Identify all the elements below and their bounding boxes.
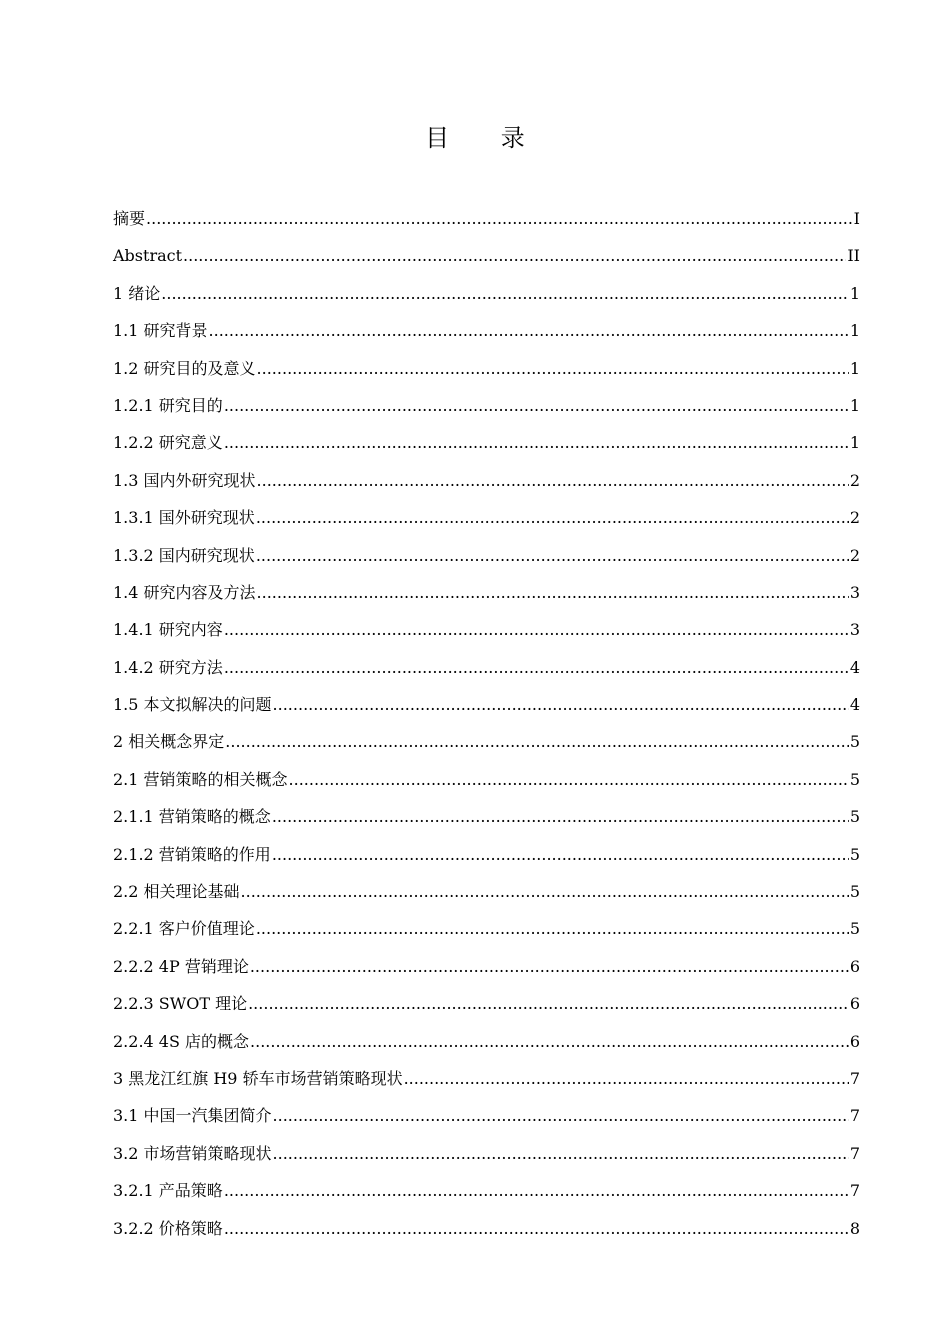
toc-entry-label: 1.3.1 国外研究现状 — [113, 508, 255, 528]
toc-entry[interactable] — [113, 350, 860, 387]
dot-leader — [273, 1135, 849, 1172]
toc-entry-page-number: 2 — [849, 508, 860, 528]
toc-entry[interactable] — [113, 499, 860, 536]
toc-entry-page-number: 6 — [849, 994, 860, 1014]
toc-entry-label: 3.2 市场营销策略现状 — [113, 1143, 272, 1163]
dot-leader — [257, 574, 849, 611]
dot-leader — [241, 873, 849, 910]
toc-entry-label: 2 相关概念界定 — [113, 732, 225, 752]
toc-entry-label: 1.2.2 研究意义 — [113, 433, 223, 453]
toc-entry-page-number: 3 — [849, 620, 860, 640]
toc-entry[interactable] — [113, 312, 860, 349]
toc-entry-label: 1.5 本文拟解决的问题 — [113, 695, 272, 715]
toc-entry-page-number: 6 — [849, 956, 860, 976]
dot-leader — [257, 350, 849, 387]
dot-leader — [273, 686, 849, 723]
toc-entry-label: 2.2.2 4P 营销理论 — [113, 956, 249, 976]
toc-entry[interactable] — [113, 873, 860, 910]
dot-leader — [161, 275, 849, 312]
toc-entry[interactable] — [113, 1135, 860, 1172]
toc-entry[interactable] — [113, 836, 860, 873]
dot-leader — [273, 1097, 849, 1134]
toc-entry-label: 2.2 相关理论基础 — [113, 882, 240, 902]
toc-entry-page-number: I — [853, 209, 860, 228]
toc-entry-page-number: 5 — [849, 882, 860, 902]
dot-leader — [248, 985, 849, 1022]
toc-entry-page-number: 7 — [849, 1143, 860, 1163]
toc-entry[interactable] — [113, 910, 860, 947]
dot-leader — [146, 200, 853, 237]
toc-entry-label: Abstract — [113, 246, 183, 266]
toc-entry-label: 1.4.1 研究内容 — [113, 620, 223, 640]
toc-entry-page-number: 5 — [849, 732, 860, 752]
dot-leader — [272, 798, 849, 835]
toc-entry[interactable] — [113, 200, 860, 237]
toc-entry[interactable] — [113, 537, 860, 574]
toc-entry-page-number: 2 — [849, 470, 860, 490]
toc-entry-label: 摘要 — [113, 209, 146, 228]
toc-entry-label: 3.2.1 产品策略 — [113, 1181, 223, 1201]
toc-entry[interactable] — [113, 798, 860, 835]
toc-entry-page-number: 1 — [849, 321, 860, 341]
toc-entry[interactable] — [113, 649, 860, 686]
toc-list — [113, 200, 860, 1247]
toc-entry-page-number: 3 — [849, 582, 860, 602]
toc-entry-page-number: 4 — [849, 695, 860, 715]
toc-entry-page-number: 6 — [849, 1031, 860, 1051]
toc-entry-label: 2.2.1 客户价值理论 — [113, 919, 255, 939]
toc-entry[interactable] — [113, 1172, 860, 1209]
toc-entry-page-number: 5 — [849, 769, 860, 789]
dot-leader — [224, 611, 849, 648]
toc-entry-page-number: 7 — [849, 1068, 860, 1088]
dot-leader — [224, 649, 849, 686]
dot-leader — [225, 723, 849, 760]
toc-entry[interactable] — [113, 761, 860, 798]
toc-entry-label: 1.3.2 国内研究现状 — [113, 545, 255, 565]
toc-entry[interactable] — [113, 1060, 860, 1097]
dot-leader — [256, 499, 849, 536]
toc-entry-label: 2.2.3 SWOT 理论 — [113, 994, 248, 1014]
toc-entry-page-number: 1 — [849, 283, 860, 303]
toc-entry[interactable] — [113, 1023, 860, 1060]
toc-entry-label: 1.3 国内外研究现状 — [113, 470, 256, 490]
toc-entry[interactable] — [113, 1210, 860, 1247]
toc-entry-page-number: 1 — [849, 395, 860, 415]
toc-entry-page-number: 5 — [849, 807, 860, 827]
toc-entry-label: 3.2.2 价格策略 — [113, 1218, 223, 1238]
toc-title: 目 录 — [425, 124, 547, 152]
dot-leader — [404, 1060, 849, 1097]
toc-entry-page-number: 4 — [849, 657, 860, 677]
toc-entry[interactable] — [113, 948, 860, 985]
toc-entry[interactable] — [113, 275, 860, 312]
toc-entry-label: 3.1 中国一汽集团简介 — [113, 1106, 272, 1126]
dot-leader — [289, 761, 849, 798]
toc-entry-label: 2.2.4 4S 店的概念 — [113, 1031, 250, 1051]
toc-entry-page-number: 7 — [849, 1106, 860, 1126]
dot-leader — [272, 836, 849, 873]
toc-entry[interactable] — [113, 686, 860, 723]
toc-entry-label: 1.4.2 研究方法 — [113, 657, 223, 677]
toc-entry-label: 1.1 研究背景 — [113, 321, 208, 341]
toc-entry-page-number: 1 — [849, 433, 860, 453]
toc-entry-page-number: 5 — [849, 844, 860, 864]
toc-entry-label: 3 黑龙江红旗 H9 轿车市场营销策略现状 — [113, 1068, 403, 1088]
toc-entry-label: 1.2 研究目的及意义 — [113, 358, 256, 378]
toc-entry[interactable] — [113, 424, 860, 461]
dot-leader — [183, 237, 846, 274]
dot-leader — [256, 910, 849, 947]
toc-entry-label: 2.1.2 营销策略的作用 — [113, 844, 271, 864]
dot-leader — [256, 537, 849, 574]
toc-entry[interactable] — [113, 723, 860, 760]
toc-entry[interactable] — [113, 462, 860, 499]
toc-entry-label: 2.1.1 营销策略的概念 — [113, 807, 271, 827]
toc-entry-page-number: 8 — [849, 1218, 860, 1238]
toc-entry-page-number: 2 — [849, 545, 860, 565]
toc-entry[interactable] — [113, 237, 860, 274]
dot-leader — [224, 424, 849, 461]
dot-leader — [250, 948, 849, 985]
toc-entry[interactable] — [113, 1097, 860, 1134]
toc-entry-label: 1.4 研究内容及方法 — [113, 582, 256, 602]
toc-entry-label: 2.1 营销策略的相关概念 — [113, 769, 288, 789]
toc-entry-page-number: 5 — [849, 919, 860, 939]
toc-entry-page-number: 1 — [849, 358, 860, 378]
toc-entry[interactable] — [113, 387, 860, 424]
toc-entry[interactable] — [113, 611, 860, 648]
toc-entry-page-number: II — [847, 246, 860, 266]
toc-entry[interactable] — [113, 574, 860, 611]
dot-leader — [224, 1210, 849, 1247]
dot-leader — [209, 312, 849, 349]
toc-entry-page-number: 7 — [849, 1181, 860, 1201]
dot-leader — [224, 387, 849, 424]
dot-leader — [257, 462, 849, 499]
toc-entry-label: 1.2.1 研究目的 — [113, 395, 223, 415]
dot-leader — [224, 1172, 849, 1209]
toc-entry-label: 1 绪论 — [113, 283, 161, 303]
dot-leader — [250, 1023, 849, 1060]
toc-entry[interactable] — [113, 985, 860, 1022]
